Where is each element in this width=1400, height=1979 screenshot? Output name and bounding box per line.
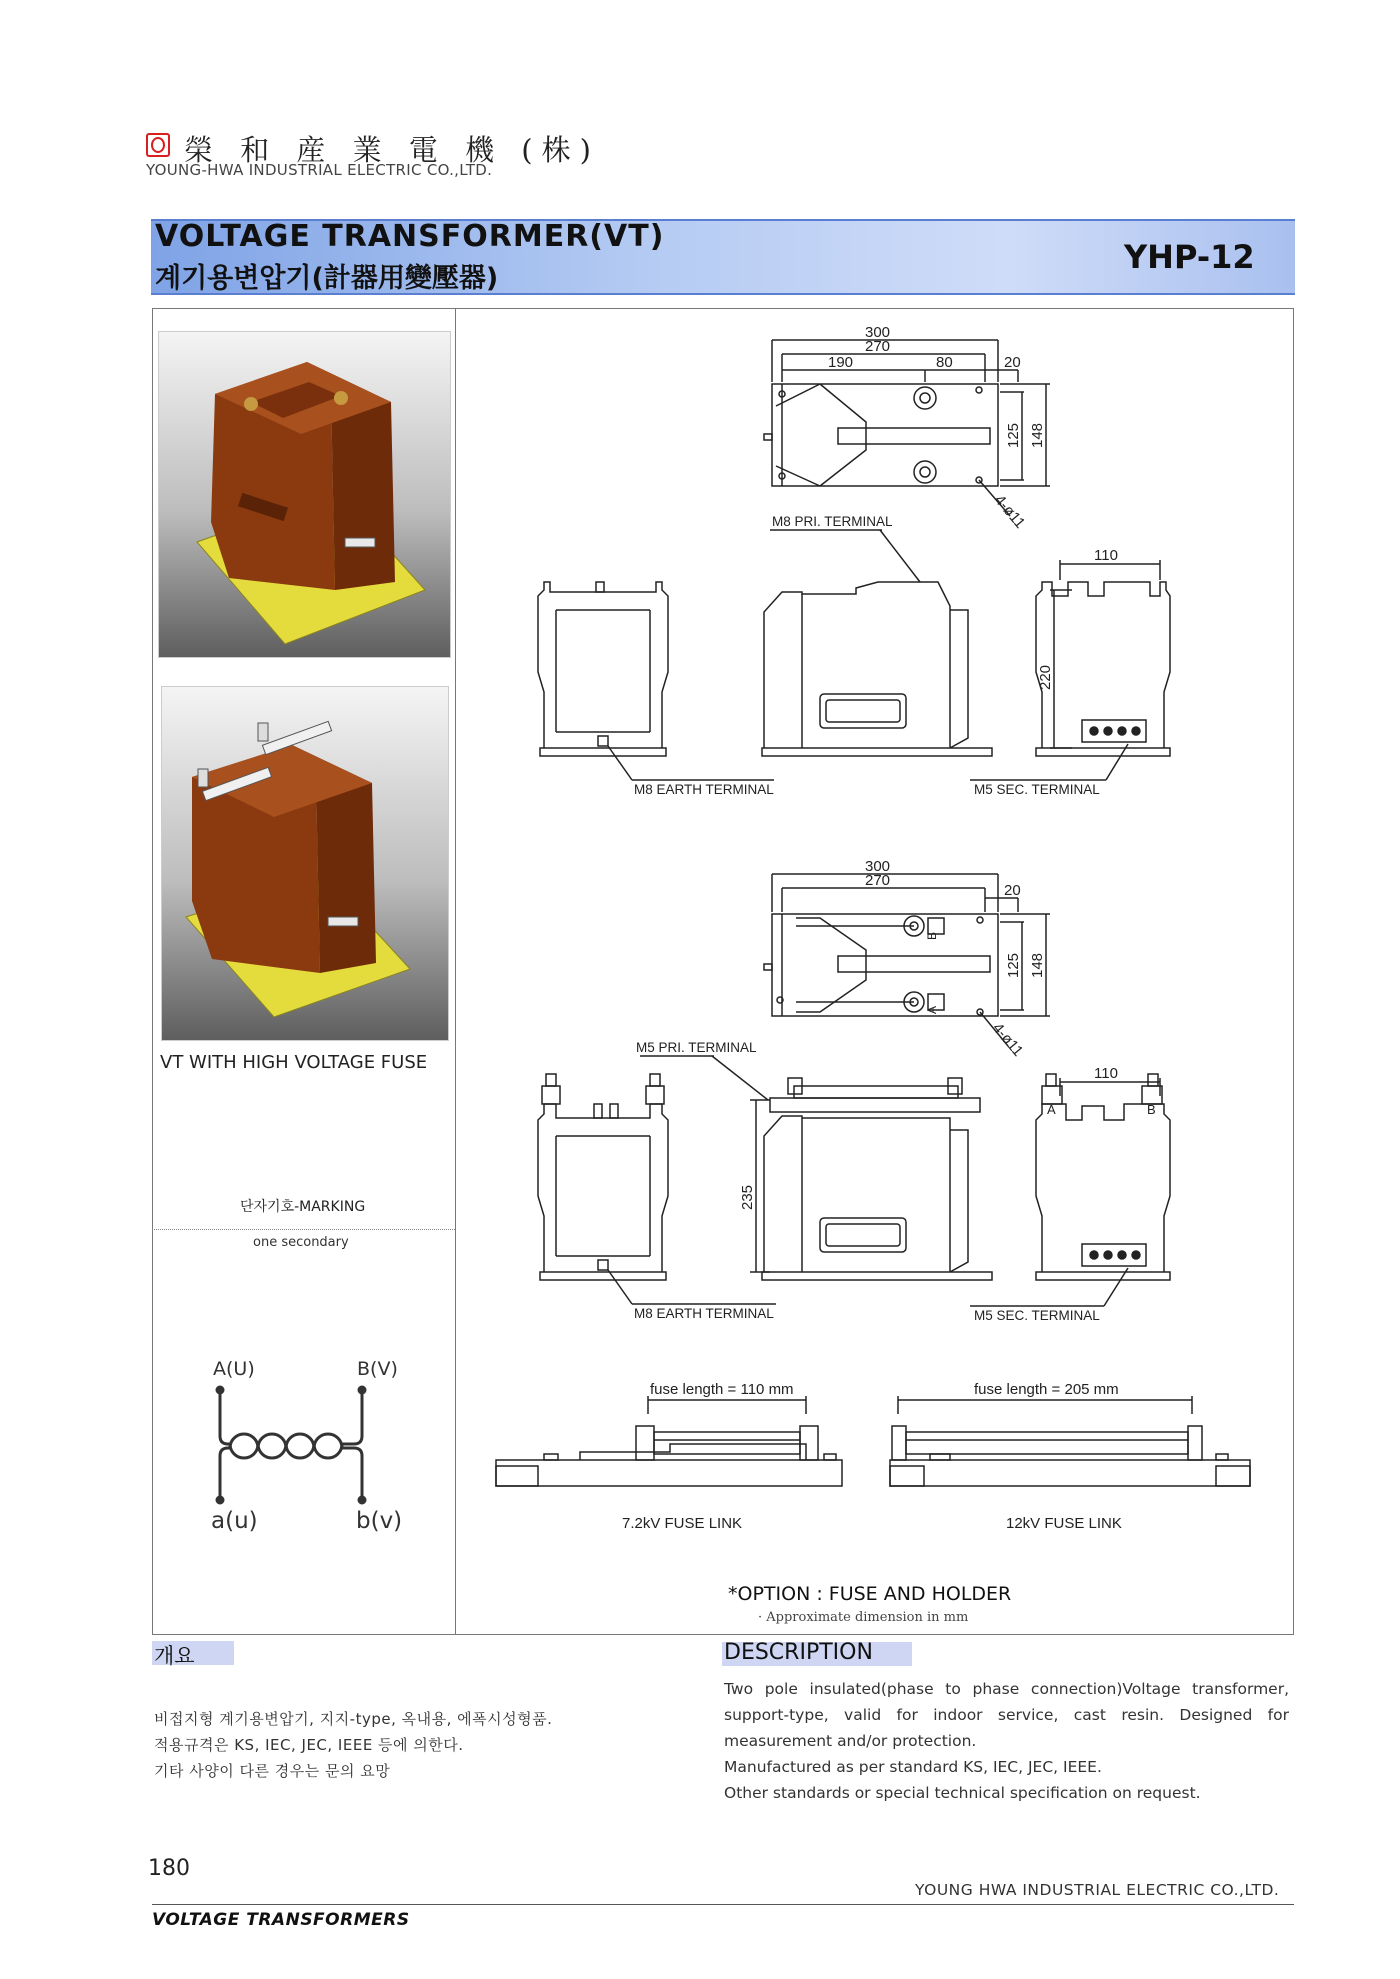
dimension-note: · Approximate dimension in mm	[758, 1610, 969, 1625]
dim-148: 148	[1029, 422, 1046, 448]
footer-company: YOUNG HWA INDUSTRIAL ELECTRIC CO.,LTD.	[915, 1881, 1280, 1899]
dim-220: 220	[1037, 664, 1054, 690]
fuse2-length: fuse length = 205 mm	[974, 1381, 1119, 1398]
product-photo-vt	[158, 331, 451, 658]
dim-80: 80	[936, 354, 953, 371]
terminal-label-B: B(V)	[357, 1358, 398, 1380]
label2-earth-terminal: M8 EARTH TERMINAL	[634, 1306, 774, 1321]
winding-symbol	[200, 1378, 380, 1508]
vt-render	[159, 332, 450, 657]
dim2-110: 110	[1094, 1065, 1118, 1082]
fuse1-name: 7.2kV FUSE LINK	[622, 1515, 743, 1532]
label-pri-terminal: M8 PRI. TERMINAL	[772, 514, 893, 529]
description-line-1: Two pole insulated(phase to phase connection)Voltage transformer,	[724, 1680, 1289, 1698]
terminal-label-b: b(v)	[356, 1508, 403, 1534]
label-sec-terminal: M5 SEC. TERMINAL	[974, 782, 1100, 797]
description-line-5: Other standards or special technical specification on request.	[724, 1784, 1201, 1802]
dim2-235: 235	[739, 1184, 756, 1210]
dim-300: 300	[865, 324, 891, 341]
description-line-4: Manufactured as per standard KS, IEC, JEC, IEEE.	[724, 1758, 1102, 1776]
dim2-label-A-top: A	[925, 1005, 939, 1014]
description-line-2: support-type, valid for indoor service, cast resin. Designed for	[724, 1706, 1289, 1724]
company-name-en: YOUNG-HWA INDUSTRIAL ELECTRIC CO.,LTD.	[146, 161, 493, 179]
dim-125: 125	[1005, 422, 1022, 448]
marking-title: 단자기호-MARKING	[240, 1199, 366, 1215]
dim2-label-B: B	[1147, 1102, 1156, 1117]
dim2-125: 125	[1005, 952, 1022, 978]
dim2-300: 300	[865, 860, 891, 875]
company-name-kr: 榮 和 産 業 電 機 (株)	[184, 133, 600, 167]
fuse-link-drawings	[490, 1380, 1270, 1540]
title-en: VOLTAGE TRANSFORMER(VT)	[155, 219, 665, 254]
dim-20: 20	[1004, 354, 1021, 371]
overview-heading: 개요	[154, 1644, 195, 1668]
dim2-holes: 4-ø11	[988, 1019, 1027, 1060]
overview-line-1: 비접지형 계기용변압기, 지지-type, 옥내용, 에폭시성형품.	[154, 1710, 553, 1728]
dim-holes: 4-ø11	[990, 491, 1029, 532]
overview-line-3: 기타 사양이 다른 경우는 문의 요망	[154, 1762, 391, 1780]
option-text: *OPTION : FUSE AND HOLDER	[728, 1583, 1012, 1605]
dim-190: 190	[828, 354, 854, 371]
dim2-20: 20	[1004, 882, 1021, 899]
terminal-label-A: A(U)	[213, 1358, 255, 1380]
overview-line-2: 적용규격은 KS, IEC, JEC, IEEE 등에 의한다.	[154, 1736, 464, 1754]
company-logo	[146, 133, 170, 157]
dim2-148: 148	[1029, 952, 1046, 978]
dim-270: 270	[865, 338, 891, 355]
footer-rule	[152, 1904, 1294, 1905]
vt-fuse-render	[162, 687, 448, 1040]
photo-caption: VT WITH HIGH VOLTAGE FUSE	[160, 1052, 428, 1073]
terminal-label-a: a(u)	[211, 1508, 258, 1534]
page-number: 180	[148, 1856, 190, 1881]
dim2-270: 270	[865, 872, 891, 889]
marking-subtitle: one secondary	[253, 1235, 349, 1250]
fuse1-length: fuse length = 110 mm	[650, 1381, 794, 1398]
frame-divider	[455, 308, 456, 1635]
footer-section: VOLTAGE TRANSFORMERS	[152, 1910, 410, 1930]
fuse2-name: 12kV FUSE LINK	[1006, 1515, 1122, 1532]
label2-sec-terminal: M5 SEC. TERMINAL	[974, 1308, 1100, 1323]
model-number: YHP-12	[1124, 238, 1255, 276]
description-line-3: measurement and/or protection.	[724, 1732, 977, 1750]
label-earth-terminal: M8 EARTH TERMINAL	[634, 782, 774, 797]
dim2-label-B-top: B	[925, 931, 939, 940]
dim-110: 110	[1094, 547, 1118, 564]
description-heading: DESCRIPTION	[724, 1640, 873, 1665]
dimension-drawing-vt-fuse	[520, 860, 1200, 1340]
product-photo-vt-fuse	[161, 686, 449, 1041]
marking-divider	[152, 1229, 455, 1230]
dim2-label-A: A	[1047, 1102, 1056, 1117]
label2-pri-terminal: M5 PRI. TERMINAL	[636, 1040, 757, 1055]
title-kr: 계기용변압기(計器用變壓器)	[155, 263, 499, 294]
dimension-drawing-vt	[520, 320, 1200, 810]
